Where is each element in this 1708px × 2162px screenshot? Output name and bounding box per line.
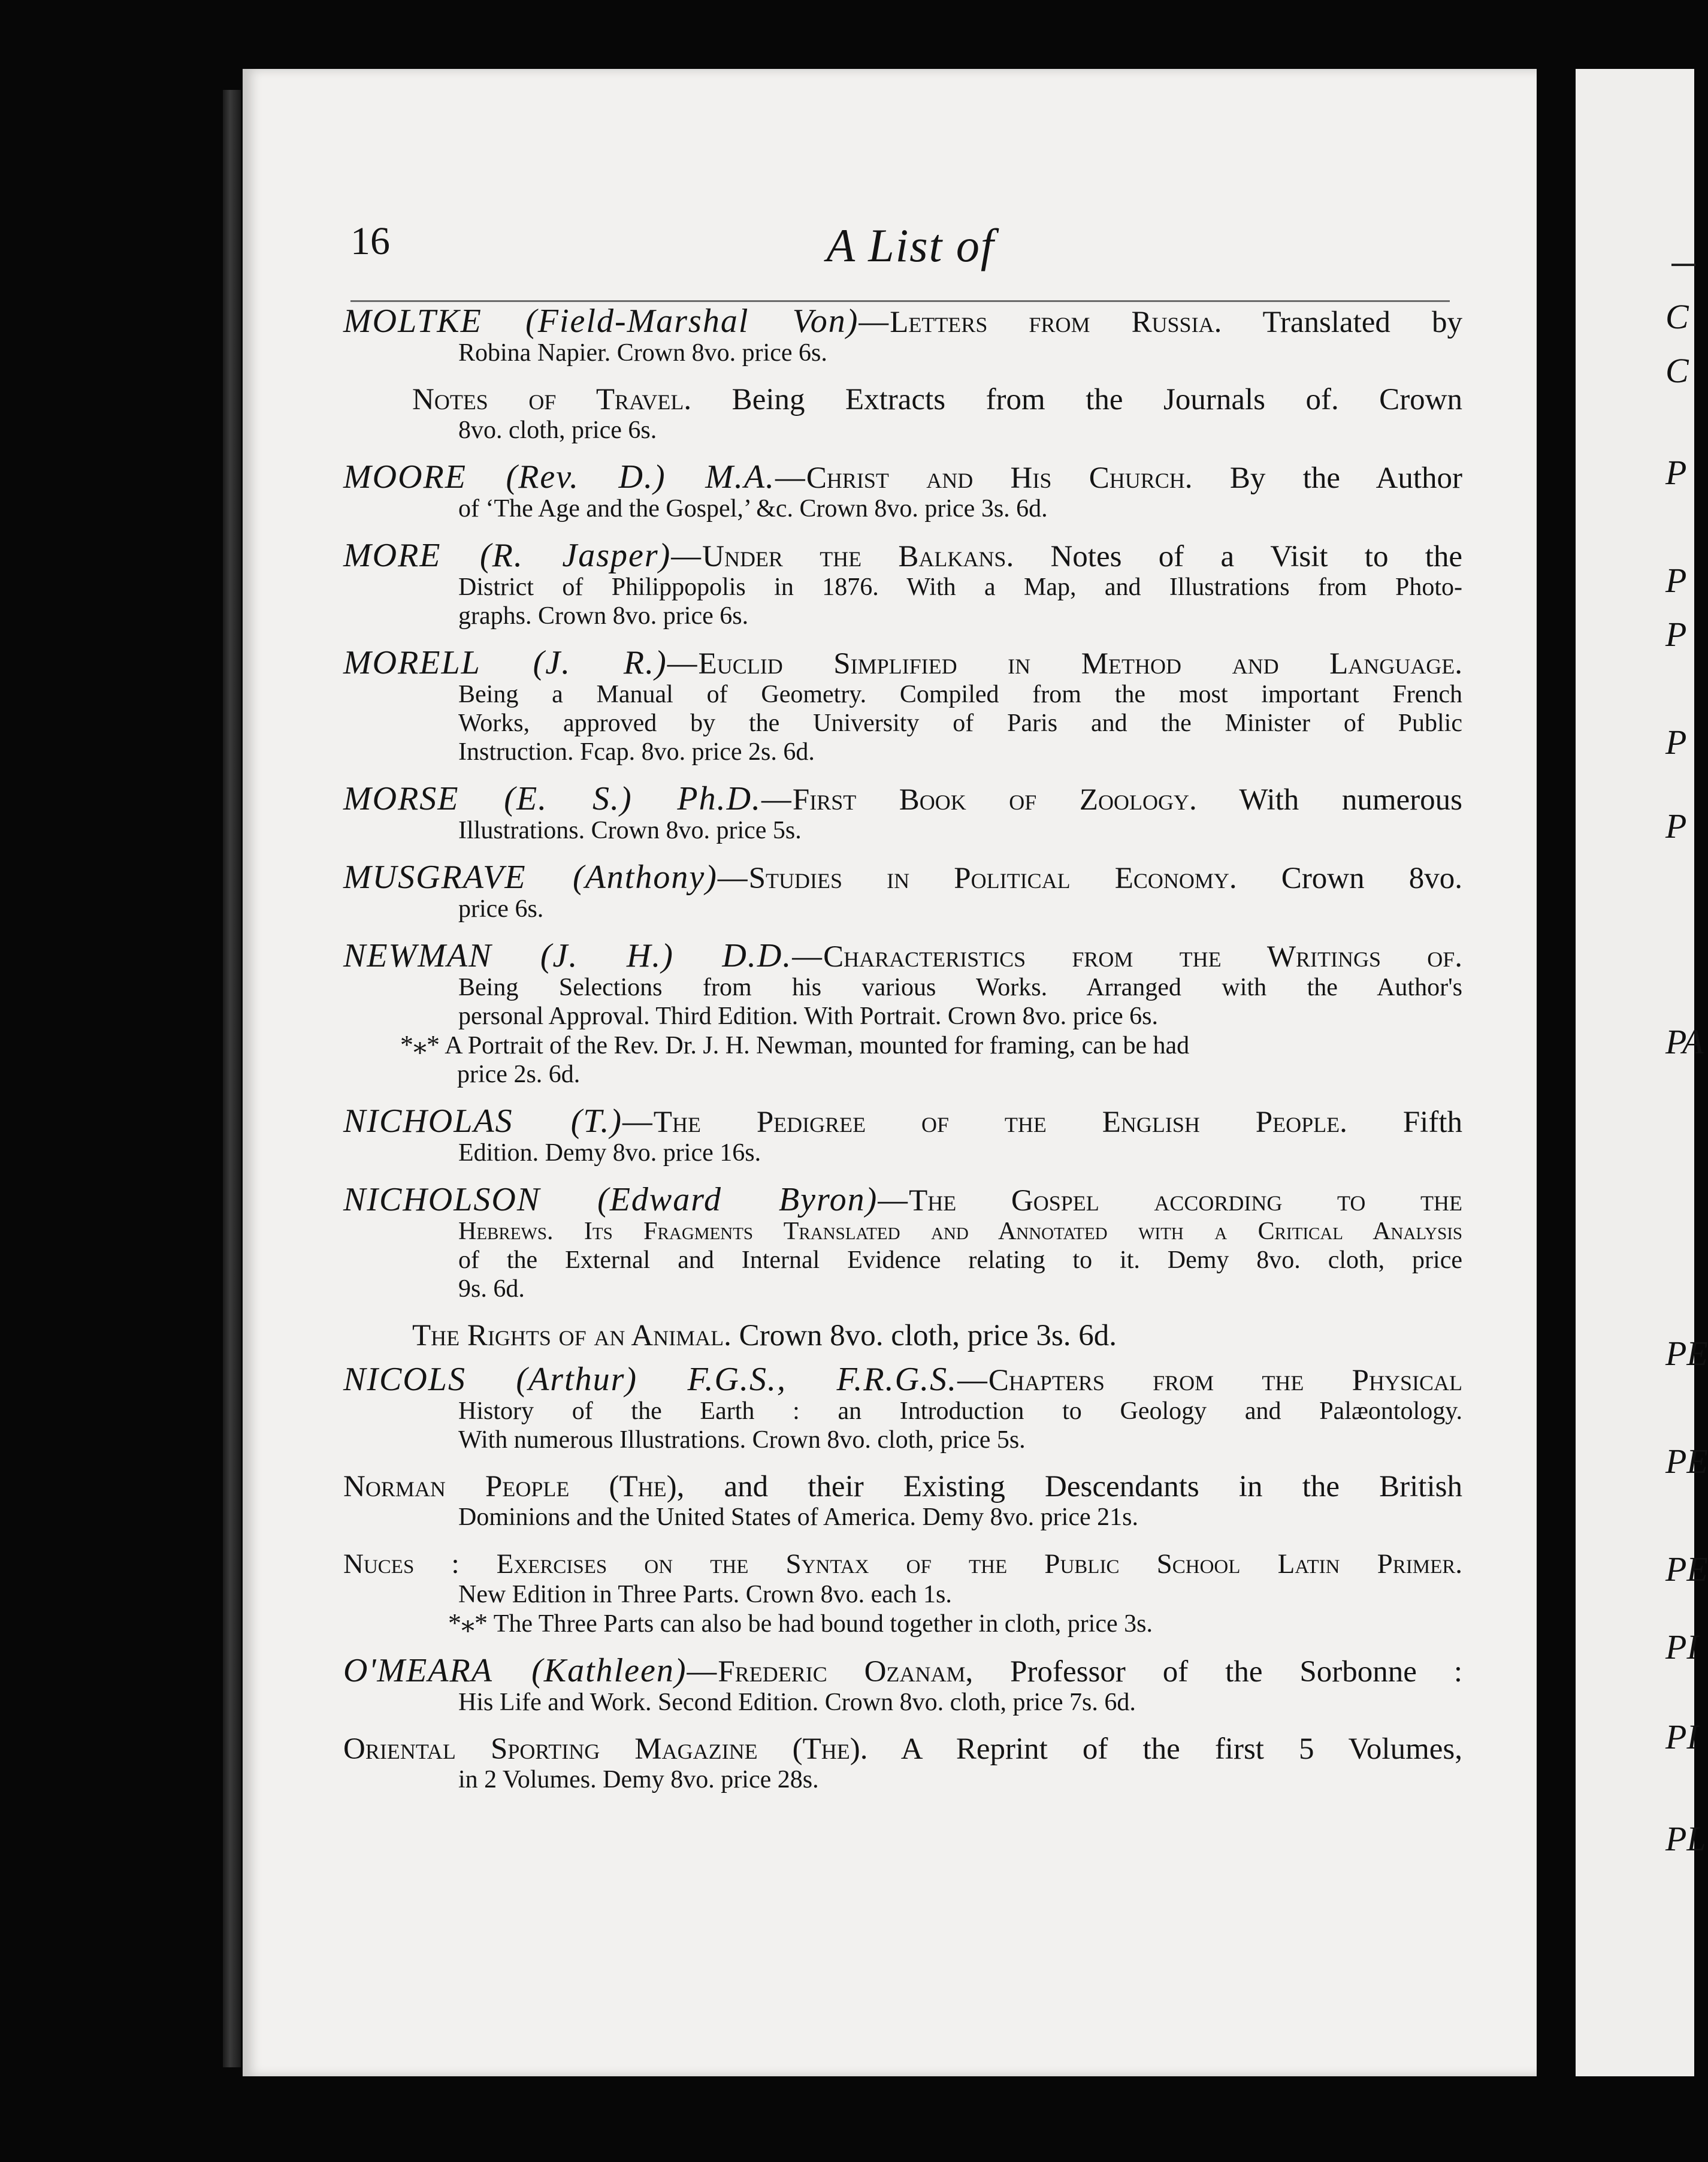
entry-title: Nuces : Exercises on the Syntax of the Public School Latin Primer. xyxy=(343,1548,1462,1580)
entry-title: The Gospel according to the xyxy=(909,1184,1463,1218)
facing-page-letter: PE xyxy=(1665,1550,1708,1589)
entry-note xyxy=(343,1609,1462,1638)
entry-author: MUSGRAVE (Anthony)— xyxy=(343,859,749,896)
entry-text: Notes of a Visit to the xyxy=(1050,540,1463,573)
catalogue-entry xyxy=(343,780,1462,845)
entry-title: Chapters from the Physical xyxy=(988,1364,1462,1397)
entry-line: Instruction. Fcap. 8vo. price 2s. 6d. xyxy=(458,738,815,766)
facing-page-rule xyxy=(1671,264,1695,266)
entry-line: History of the Earth : an Introduction to Geology and Palæontology. xyxy=(458,1397,1462,1425)
entry-line: Hebrews. Its Fragments Translated and Annotated with a Critical Analysis xyxy=(458,1218,1462,1245)
catalogue-entry xyxy=(343,458,1463,523)
entry-title: The Rights of an Animal. xyxy=(412,1319,731,1352)
entry-title: First Book of Zoology. xyxy=(792,783,1197,817)
facing-page-letter: C xyxy=(1665,297,1689,336)
entry-line: of the External and Internal Evidence relating to it. Demy 8vo. cloth, price xyxy=(458,1246,1462,1274)
entry-author: NICHOLSON (Edward Byron)— xyxy=(343,1181,909,1218)
entry-line: Being Selections from his various Works. Arranged with the Author's xyxy=(458,974,1462,1001)
catalogue-entry xyxy=(343,644,1462,766)
entry-note xyxy=(343,1031,1462,1089)
entry-title: Euclid Simplified in Method and Language. xyxy=(698,647,1462,681)
entry-title: Norman People (The), xyxy=(343,1470,685,1503)
entry-author: O'MEARA (Kathleen)— xyxy=(343,1652,718,1689)
catalogue-entry xyxy=(343,937,1462,1089)
entry-text: Translated by xyxy=(1262,306,1462,339)
entry-line: Edition. Demy 8vo. price 16s. xyxy=(458,1139,761,1167)
facing-page-letter: PA xyxy=(1665,1022,1704,1061)
facing-page-letter: PI xyxy=(1665,1717,1698,1756)
catalogue-entry xyxy=(343,1320,1462,1352)
catalogue-entry xyxy=(343,1361,1462,1454)
entry-author: MOLTKE (Field-Marshal Von)— xyxy=(343,303,890,340)
entry-author: MORSE (E. S.) Ph.D.— xyxy=(343,780,793,817)
note-line: A Portrait of the Rev. Dr. J. H. Newman, mounted for framing, can be had xyxy=(445,1032,1190,1059)
facing-page-letter: P xyxy=(1665,561,1687,600)
entry-title: Studies in Political Economy. xyxy=(748,862,1237,895)
catalogue-entry xyxy=(343,384,1462,445)
entry-title: Oriental Sporting Magazine (The). xyxy=(343,1732,868,1766)
facing-page-letter: P xyxy=(1665,807,1687,846)
entry-line: His Life and Work. Second Edition. Crown 8vo. cloth, price 7s. 6d. xyxy=(458,1689,1136,1716)
entry-line: New Edition in Three Parts. Crown 8vo. each 1s. xyxy=(458,1581,952,1608)
catalogue-entry xyxy=(343,537,1463,630)
note-line: price 2s. 6d. xyxy=(457,1061,581,1088)
entry-line: Dominions and the United States of America. Demy 8vo. price 21s. xyxy=(458,1503,1138,1531)
entry-line: price 6s. xyxy=(458,895,544,923)
catalogue-entry xyxy=(343,1103,1462,1167)
entry-line: With numerous Illustrations. Crown 8vo. cloth, price 5s. xyxy=(458,1426,1026,1454)
book-gutter xyxy=(223,90,241,2067)
entry-text: Crown 8vo. cloth, price 3s. 6d. xyxy=(739,1319,1117,1352)
asterism: *⁎* xyxy=(448,1608,488,1638)
entry-line: graphs. Crown 8vo. price 6s. xyxy=(458,602,749,630)
entry-text: With numerous xyxy=(1239,783,1462,817)
entry-text: and their Existing Descendants in the British xyxy=(724,1470,1462,1503)
book-page xyxy=(243,69,1537,2076)
entry-line: Being a Manual of Geometry. Compiled from the most important French xyxy=(458,681,1462,708)
catalogue-entry xyxy=(343,303,1462,367)
facing-page-letter: P xyxy=(1665,615,1687,654)
entry-author: MORE (R. Jasper)— xyxy=(343,537,703,574)
entry-text: Crown 8vo. xyxy=(1281,862,1463,895)
catalogue-entry xyxy=(343,1652,1462,1717)
entry-text: A Reprint of the first 5 Volumes, xyxy=(900,1732,1463,1766)
entry-text: Being Extracts from the Journals of. Crown xyxy=(731,383,1463,416)
entry-author: NEWMAN (J. H.) D.D.— xyxy=(343,937,824,974)
facing-page-letter: P xyxy=(1665,453,1687,492)
entry-author: NICHOLAS (T.)— xyxy=(343,1103,654,1140)
facing-page-fragment xyxy=(1576,69,1708,2076)
entry-title: Under the Balkans. xyxy=(702,540,1014,573)
running-head: A List of xyxy=(826,219,995,271)
catalogue-entry xyxy=(343,1548,1462,1638)
facing-page-letter: P xyxy=(1665,723,1687,762)
entry-line: of ‘The Age and the Gospel,’ &c. Crown 8vo. price 3s. 6d. xyxy=(458,495,1048,523)
facing-page-letter: C xyxy=(1665,351,1689,390)
entry-line: personal Approval. Third Edition. With Portrait. Crown 8vo. price 6s. xyxy=(458,1003,1158,1030)
entry-title: The Pedigree of the English People. xyxy=(653,1106,1347,1139)
entry-line: in 2 Volumes. Demy 8vo. price 28s. xyxy=(458,1766,819,1793)
catalogue-entry xyxy=(343,1734,1462,1794)
header-rule xyxy=(350,300,1450,302)
facing-page-letter: PL xyxy=(1665,1819,1706,1858)
entry-author: MOORE (Rev. D.) M.A.— xyxy=(343,458,806,496)
entry-text: Fifth xyxy=(1402,1106,1462,1139)
facing-page-letter: PE xyxy=(1665,1442,1708,1481)
entry-line: Illustrations. Crown 8vo. price 5s. xyxy=(458,817,802,844)
catalogue-entry xyxy=(343,859,1463,923)
entry-text: Professor of the Sorbonne : xyxy=(1010,1655,1462,1689)
note-line: The Three Parts can also be had bound together in cloth, price 3s. xyxy=(493,1610,1153,1638)
entry-line: Robina Napier. Crown 8vo. price 6s. xyxy=(458,339,827,367)
catalogue-entries xyxy=(343,303,1463,1811)
asterism: *⁎* xyxy=(400,1030,440,1059)
entry-line: 9s. 6d. xyxy=(458,1275,525,1303)
entry-title: Frederic Ozanam, xyxy=(718,1655,974,1689)
entry-text: By the Author xyxy=(1229,461,1463,495)
entry-title: Letters from Russia. xyxy=(890,306,1222,339)
facing-page-letter: PE xyxy=(1665,1334,1708,1373)
catalogue-entry xyxy=(343,1181,1463,1303)
entry-author: MORELL (J. R.)— xyxy=(343,644,699,681)
entry-title: Characteristics from the Writings of. xyxy=(823,940,1462,974)
facing-page-letter: PI xyxy=(1665,1627,1698,1666)
entry-author: NICOLS (Arthur) F.G.S., F.R.G.S.— xyxy=(343,1361,988,1398)
page-header xyxy=(350,219,1471,291)
catalogue-entry xyxy=(343,1471,1462,1532)
entry-title: Christ and His Church. xyxy=(806,461,1193,495)
page-number: 16 xyxy=(350,219,390,263)
entry-line: 8vo. cloth, price 6s. xyxy=(458,416,657,444)
entry-line: District of Philippopolis in 1876. With a Map, and Illustrations from Photo- xyxy=(458,573,1462,601)
entry-line: Works, approved by the University of Paris and the Minister of Public xyxy=(458,709,1462,737)
entry-title: Notes of Travel. xyxy=(412,383,692,416)
